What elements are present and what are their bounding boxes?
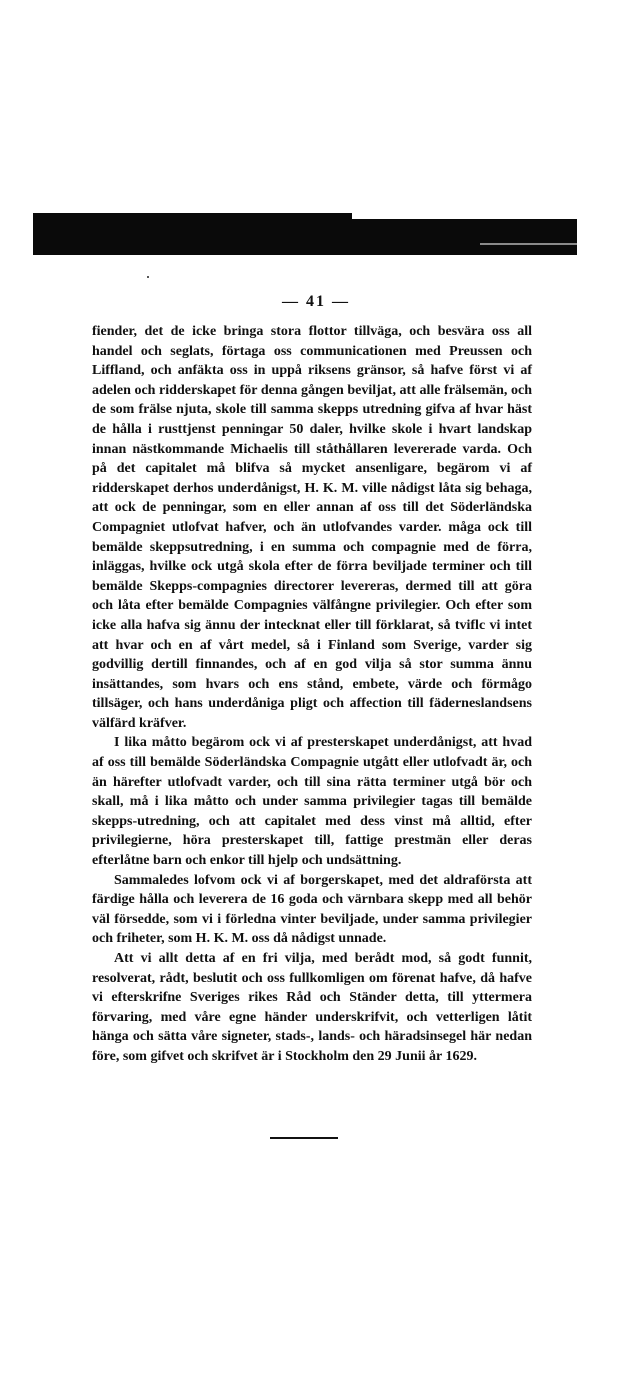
paragraph-2: I lika måtto begärom ock vi af presterskapet underdånigst, att hvad af oss till bemälde Söderländska Compagnie utgått eller utlofvadt är, och än härefter utlofvadt varder, och till sina rätta terminer utgå bör och skall, må i lika måtto och under samma privilegier tagas till bemälde skepps-utredning, och att capitalet med dess vinst må alltid, efter privilegierne, höra presterskapet till, fattige prestmän eller deras efterlåtne barn och enkor till hjelp och undsättning. bbox=[92, 735, 532, 869]
closing-rule bbox=[270, 1137, 338, 1139]
body-text bbox=[92, 322, 532, 1067]
scan-bar-notch bbox=[352, 213, 577, 219]
scan-bar-scuff bbox=[480, 243, 577, 245]
page-number: — 41 — bbox=[282, 293, 350, 310]
paragraph-1: fiender, det de icke bringa stora flottor tillväga, och besvära oss all handel och seglats, förtaga oss communicationen med Preussen och Liffland, och anfäkta oss in uppå riksens gränsor, så hafve först vi af adelen och ridderskapet för denna gången beviljat, att alle frälsemän, och de som frälse njuta, skole till samma skepps utredning gifva af hvar häst de hålla i rusttjenst penningar 50 daler, hvilke skole i hvart landskap innan nästkommande Michaelis till ståthållaren levererade varda. Och på det capitalet må blifva så mycket ansenligare, begärom vi af ridderskapet derhos underdånigst, H. K. M. ville nådigst låta sig behaga, att ock de penningar, som en eller annan af oss till det Söderländska Compagniet utlofvat hafver, och än utlofvandes varder. måga ock till bemälde skeppsutredning, i en summa och compagnie med de förra, inläggas, hvilke ock utgå skola efter de förra beviljade terminer och till bemälde Skepps-compagnies directorer levereras, dermed till att göra och låta efter bemälde Compagnies välfångne privilegier. Och efter som icke alla hafva sig ännu der intecknat eller till förklarat, så tviflc vi intet att hvar och en af vårt medel, så i Finland som Sverige, varder sig godvillig dertill finnandes, och af en god vilja så stor summa ännu insättandes, som hvars och ens stånd, embete, värde och förmågo tillsäger, och hans underdåniga pligt och affection till fäderneslandsens välfärd kräfver. bbox=[92, 324, 532, 731]
scan-black-bar bbox=[33, 213, 577, 255]
paragraph-4: Att vi allt detta af en fri vilja, med berådt mod, så godt funnit, resolverat, rådt, beslutit och oss fullkomligen om förenat hafve, då hafve vi efterskrifne Sveriges rikes Råd och Ständer detta, till yttermera förvaring, med våre egne händer underskrifvit, och vetterligen låtit hänga och sätta våre signeter, stads-, lands- och häradsinsegel här nedan före, som gifvet och skrifvet är i Stockholm den 29 Junii år 1629. bbox=[92, 951, 532, 1064]
scan-speck bbox=[147, 276, 149, 278]
paragraph-3: Sammaledes lofvom ock vi af borgerskapet, med det aldraförsta att färdige hålla och leverera de 16 goda och värnbara skepp med all behör väl försedde, som vi i förledna vinter beviljade, under samma privilegier och friheter, som H. K. M. oss då nådigst unnade. bbox=[92, 872, 532, 947]
